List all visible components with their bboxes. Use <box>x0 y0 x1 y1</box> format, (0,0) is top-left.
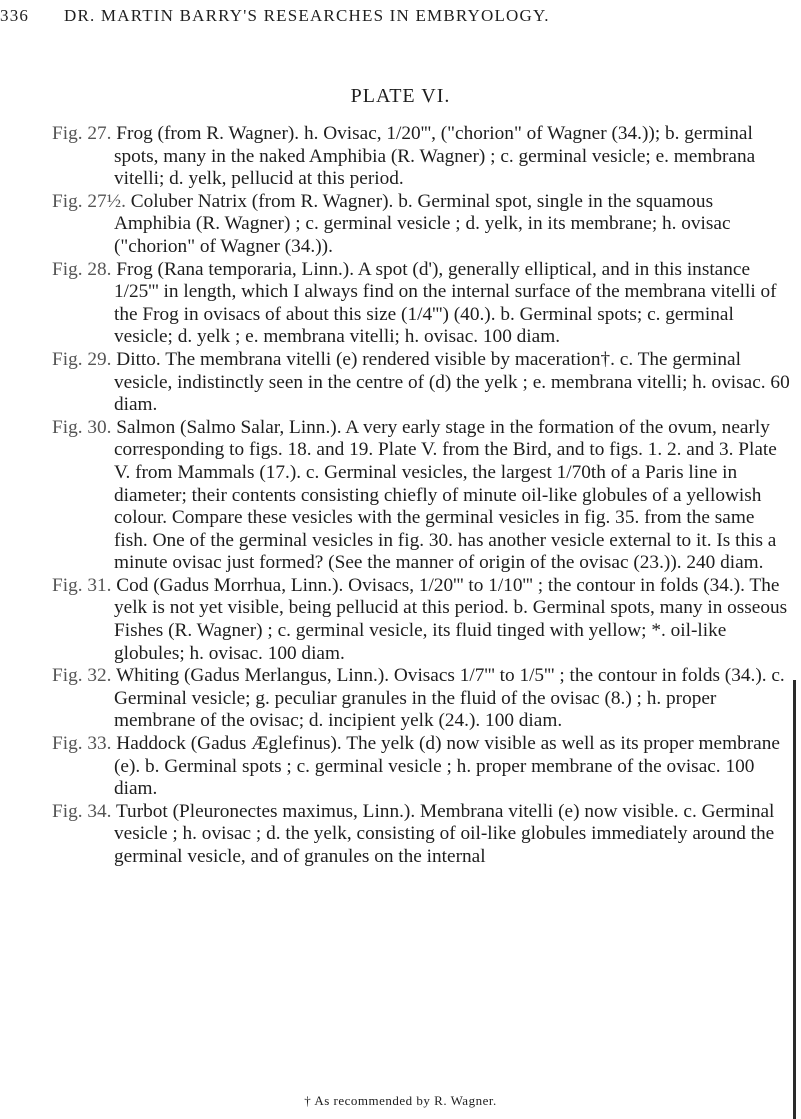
figure-entry <box>52 259 792 349</box>
footnote: † As recommended by R. Wagner. <box>304 1093 497 1108</box>
figure-text: Frog (from R. Wagner). h. Ovisac, 1/20''', ("chorion" of Wagner (34.)); b. germinal spots, many in the naked Amphibia (R. Wagner) ; c. germinal vesicle; e. membrana vitelli; d. yelk, pellucid at this period. <box>114 123 756 190</box>
page-number: 336 <box>0 6 30 25</box>
figure-entry <box>52 801 792 869</box>
running-title: DR. MARTIN BARRY'S RESEARCHES IN EMBRYOLOGY. <box>64 6 550 25</box>
figure-label: Fig. 27½. <box>52 190 126 212</box>
page-edge-shadow <box>793 680 796 1119</box>
figure-text: Haddock (Gadus Æglefinus). The yelk (d) now visible as well as its proper membrane (e). b. Germinal spots ; c. germinal vesicle ; h. proper membrane of the ovisac. 100 diam. <box>114 733 780 800</box>
figure-entry <box>52 191 792 259</box>
figure-entry <box>52 575 792 665</box>
figure-label: Fig. 30. <box>52 416 112 438</box>
figure-text: Frog (Rana temporaria, Linn.). A spot (d'), generally elliptical, and in this instance 1/25''' in length, which I always find on the internal surface of the membrana vitelli of the Frog in ovisacs of about this size (1/4''') (40.). b. Germinal spots; c. germinal vesicle; d. yelk ; e. membrana vitelli; h. ovisac. 100 diam. <box>114 258 777 348</box>
running-header <box>0 6 801 36</box>
plate-title: PLATE VI. <box>350 85 451 107</box>
figure-text: Turbot (Pleuronectes maximus, Linn.). Membrana vitelli (e) now visible. c. Germinal vesicle ; h. ovisac ; d. the yelk, consisting of oil-like globules immediately around the germinal vesicle, and of granules on the internal <box>114 800 775 867</box>
figure-entry <box>52 417 792 575</box>
figure-entry <box>52 665 792 733</box>
figure-entry <box>52 349 792 417</box>
figure-entries <box>52 123 792 869</box>
figure-label: Fig. 31. <box>52 574 112 596</box>
figure-label: Fig. 28. <box>52 258 112 280</box>
figure-text: Ditto. The membrana vitelli (e) rendered visible by maceration†. c. The germinal vesicle, indistinctly seen in the centre of (d) the yelk ; e. membrana vitelli; h. ovisac. 60 diam. <box>114 348 790 416</box>
figure-label: Fig. 29. <box>52 348 112 370</box>
figure-label: Fig. 27. <box>52 123 112 144</box>
figure-label: Fig. 32. <box>52 665 112 687</box>
figure-label: Fig. 34. <box>52 800 112 822</box>
figure-entry <box>52 733 792 801</box>
figure-text: Cod (Gadus Morrhua, Linn.). Ovisacs, 1/20''' to 1/10''' ; the contour in folds (34.). The yelk is not yet visible, being pellucid at this period. b. Germinal spots, many in osseous Fishes (R. Wagner) ; c. germinal vesicle, its fluid tinged with yellow; *. oil-like globules; h. ovisac. 100 diam. <box>114 574 788 664</box>
figure-label: Fig. 33. <box>52 733 112 755</box>
figure-text: Whiting (Gadus Merlangus, Linn.). Ovisacs 1/7''' to 1/5''' ; the contour in folds (34.). c. Germinal vesicle; g. peculiar granules in the fluid of the ovisac (8.) ; h. proper membrane of the ovisac; d. incipient yelk (24.). 100 diam. <box>114 665 785 732</box>
figure-entry <box>52 123 792 191</box>
figure-text: Coluber Natrix (from R. Wagner). b. Germinal spot, single in the squamous Amphibia (R. Wagner) ; c. germinal vesicle ; d. yelk, in its membrane; h. ovisac ("chorion" of Wagner (34.)). <box>114 190 731 257</box>
figure-text: Salmon (Salmo Salar, Linn.). A very early stage in the formation of the ovum, nearly corresponding to figs. 18. and 19. Plate V. from the Bird, and to figs. 1. 2. and 3. Plate V. from Mammals (17.). c. Germinal vesicles, the largest 1/70th of a Paris line in diameter; their contents consisting chiefly of minute oil-like globules of a yellowish colour. Compare these vesicles with the germinal vesicles in fig. 35. from the same fish. One of the germinal vesicles in fig. 30. has another vesicle external to it. Is this a minute ovisac just formed? (See the manner of origin of the ovisac (23.)). 240 diam. <box>114 416 777 574</box>
